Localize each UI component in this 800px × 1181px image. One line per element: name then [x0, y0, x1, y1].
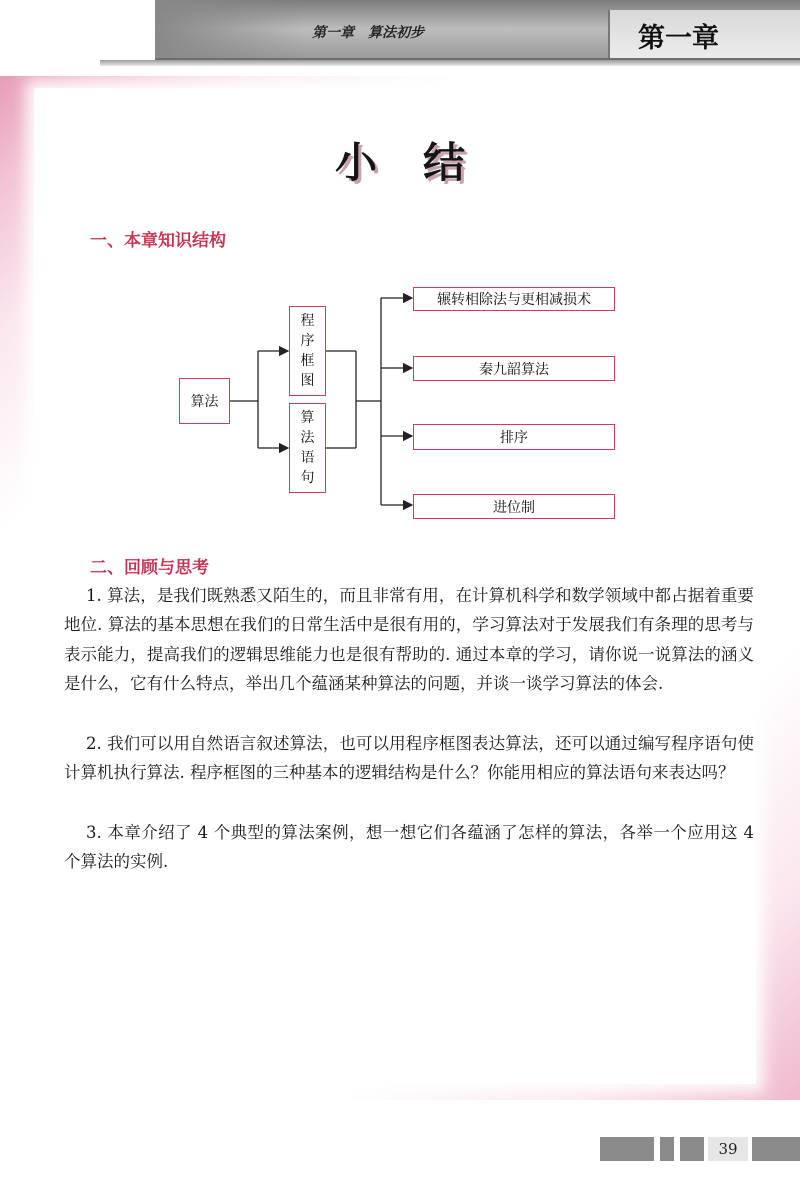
- branch-char: 语: [300, 450, 315, 466]
- footer-bar: [680, 1137, 704, 1161]
- page-number: 39: [708, 1137, 748, 1161]
- diagram-root-algorithm: 算法: [179, 378, 230, 424]
- diagram-case-euclid: 辗转相除法与更相减损术: [413, 287, 615, 311]
- diagram-branch-flowchart: [289, 306, 326, 396]
- branch-char: 法: [300, 430, 315, 446]
- review-paragraph-3: 3. 本章介绍了 4 个典型的算法案例，想一想它们各蕴涵了怎样的算法，各举一个应用这 4 个算法的实例.: [64, 822, 754, 871]
- page-title: 小结: [334, 138, 511, 187]
- diagram-branch-statements: [289, 403, 326, 493]
- diagram-case-horner: 秦九韶算法: [413, 356, 615, 381]
- diagram-case-base-system: 进位制: [413, 494, 615, 519]
- review-paragraph-1: 1. 算法，是我们既熟悉又陌生的，而且非常有用，在计算机科学和数学领域中都占据着重要地位. 算法的基本思想在我们的日常生活中是很有用的，学习算法对于发展我们有条理的思考与表示能力，提高我们的逻辑思维能力也是很有帮助的. 通过本章的学习，请你说一说算法的涵义是什么，它有什么特点，举出几个蕴涵某种算法的问题，并谈一谈学习算法的体会.: [64, 585, 754, 693]
- chapter-tab-label: 第一章: [638, 23, 719, 54]
- branch-char: 图: [300, 373, 315, 389]
- diagram-case-sorting: 排序: [413, 424, 615, 450]
- section-heading-review: 二、回顾与思考: [90, 558, 209, 578]
- review-paragraph-2: 2. 我们可以用自然语言叙述算法，也可以用程序框图表达算法，还可以通过编写程序语句使计算机执行算法. 程序框图的三种基本的逻辑结构是什么？你能用相应的算法语句来表达吗？: [64, 733, 754, 782]
- footer-bar: [752, 1137, 800, 1161]
- footer-bar: [660, 1137, 674, 1161]
- branch-char: 序: [300, 333, 315, 349]
- branch-char: 算: [300, 410, 315, 426]
- branch-char: 框: [300, 353, 315, 369]
- branch-char: 程: [300, 313, 315, 329]
- section-heading-structure: 一、本章知识结构: [90, 231, 226, 251]
- footer-bar: [600, 1137, 654, 1161]
- branch-char: 句: [300, 470, 315, 486]
- running-head: 第一章 算法初步: [312, 25, 424, 41]
